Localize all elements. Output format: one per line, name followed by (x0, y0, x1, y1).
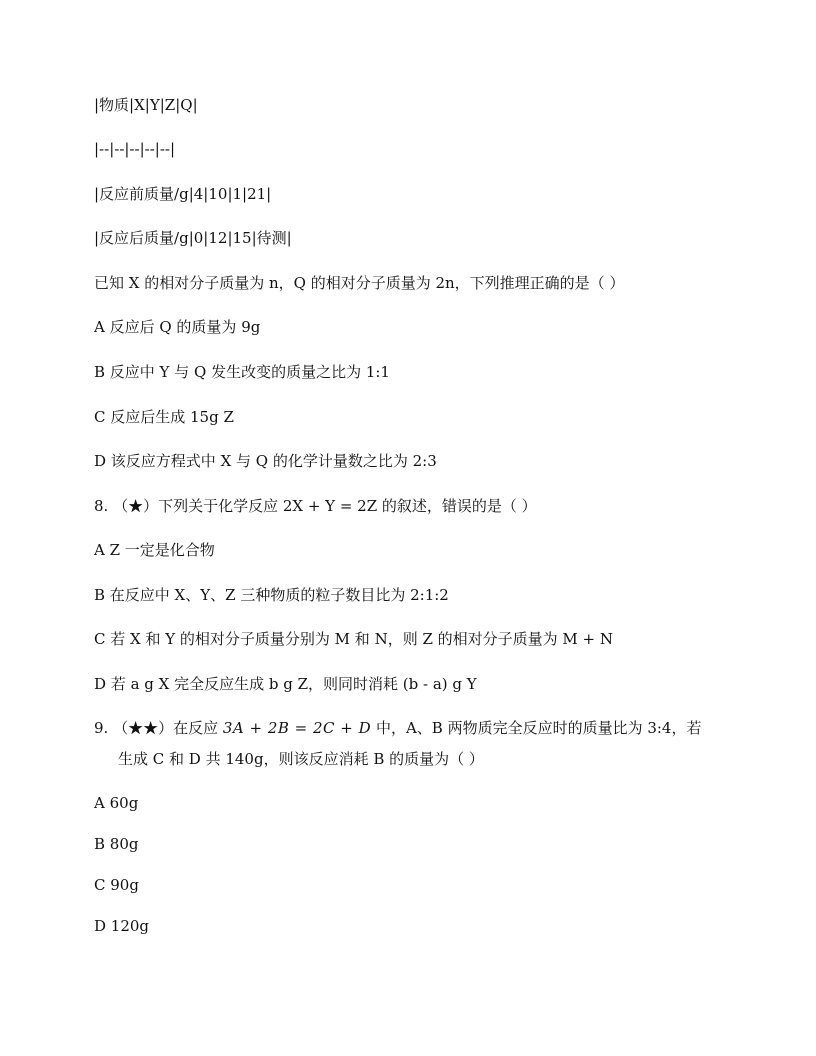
q9-suffix: 中，A、B 两物质完全反应时的质量比为 3:4，若 (371, 719, 702, 737)
q7-option-d: D 该反应方程式中 X 与 Q 的化学计量数之比为 2:3 (94, 452, 437, 470)
q7-option-b: B 反应中 Y 与 Q 发生改变的质量之比为 1:1 (94, 363, 390, 381)
table-row-before: |反应前质量/g|4|10|1|21| (94, 185, 272, 203)
q7-stem: 已知 X 的相对分子质量为 n，Q 的相对分子质量为 2n，下列推理正确的是（ ） (94, 274, 625, 292)
table-header-row: |物质|X|Y|Z|Q| (94, 96, 198, 114)
table-separator-row: |--|--|--|--|--| (94, 140, 176, 158)
q7-option-a: A 反应后 Q 的质量为 9g (94, 318, 261, 336)
q9-stem-line1 (94, 717, 701, 739)
q8-option-a: A Z 一定是化合物 (94, 541, 215, 559)
q9-option-d: D 120g (94, 917, 150, 935)
q8-option-d: D 若 a g X 完全反应生成 b g Z，则同时消耗 (b - a) g Y (94, 675, 477, 693)
q9-option-a: A 60g (94, 794, 139, 812)
q9-prefix: 9. （★★）在反应 (94, 719, 223, 737)
table-row-after: |反应后质量/g|0|12|15|待测| (94, 229, 292, 247)
q9-option-b: B 80g (94, 835, 139, 853)
q9-option-c: C 90g (94, 876, 139, 894)
q8-option-c: C 若 X 和 Y 的相对分子质量分别为 M 和 N，则 Z 的相对分子质量为 M + N (94, 630, 614, 648)
q8-stem: 8. （★）下列关于化学反应 2X + Y = 2Z 的叙述，错误的是（ ） (94, 497, 537, 515)
q8-option-b: B 在反应中 X、Y、Z 三种物质的粒子数目比为 2:1:2 (94, 586, 449, 604)
q9-equation: 3A + 2B = 2C + D (222, 719, 372, 737)
q9-stem-line2: 生成 C 和 D 共 140g，则该反应消耗 B 的质量为（ ） (118, 750, 484, 768)
q7-option-c: C 反应后生成 15g Z (94, 408, 234, 426)
